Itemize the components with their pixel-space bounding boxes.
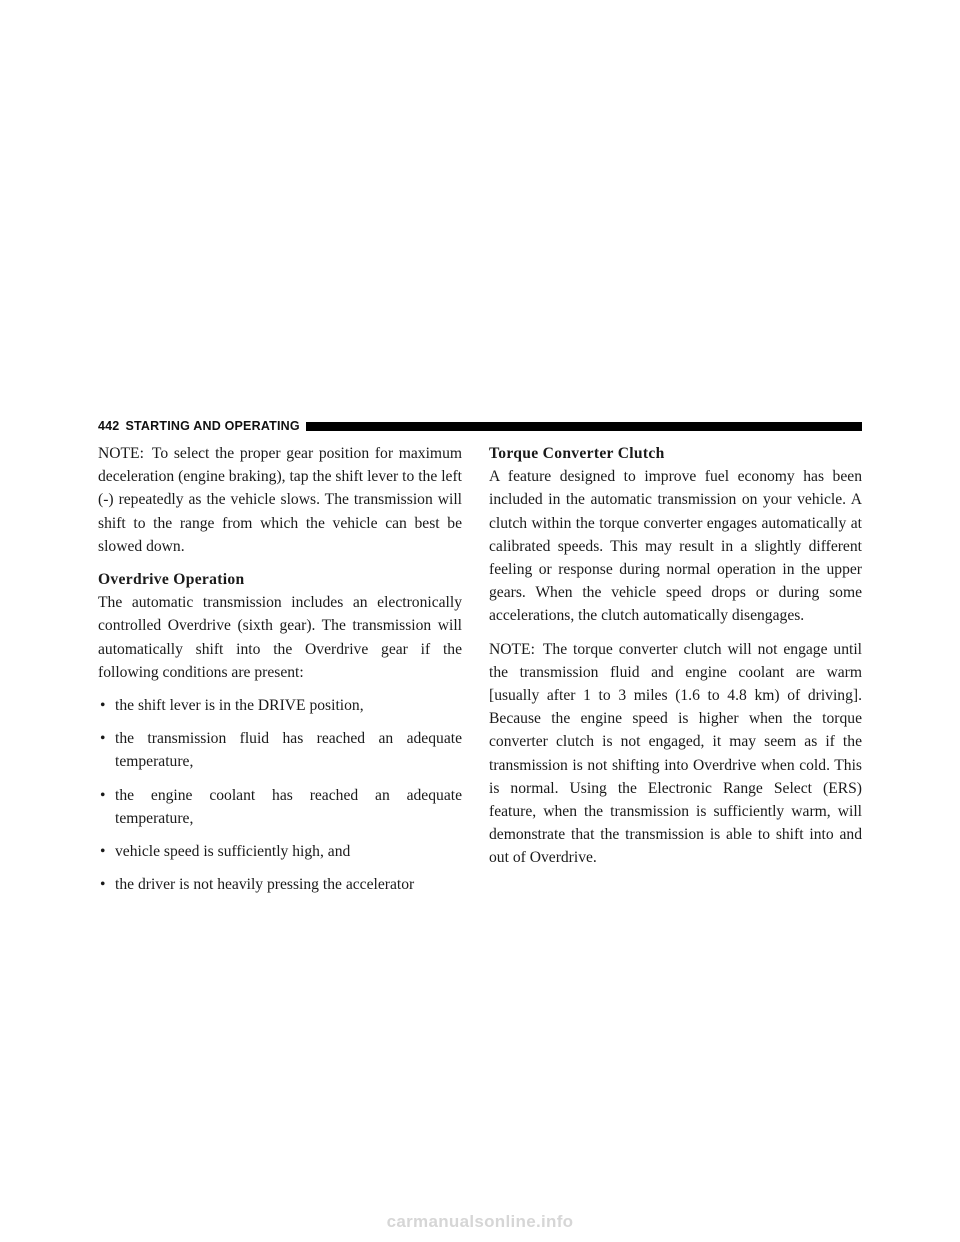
overdrive-paragraph: The automatic transmission includes an electronically controlled Overdrive (sixth gear). The transmission will automatically shift into the Overdrive gear if the following conditions are present: bbox=[98, 594, 462, 681]
right-column bbox=[489, 442, 862, 880]
note-text: To select the proper gear position for maximum deceleration (engine braking), tap the shift lever to the left (-) repeatedly as the vehicle slows. The transmission will shift to the range from which the vehicle can best be slowed down. bbox=[98, 445, 462, 555]
torque-converter-paragraph: A feature designed to improve fuel economy has been included in the automatic transmission on your vehicle. A clutch within the torque converter engages automatically at calibrated speeds. This may result in a slightly different feeling or response during normal operation in the upper gears. When the vehicle speed drops or during some accelerations, the clutch automatically disengages. bbox=[489, 468, 862, 625]
list-item: • the engine coolant has reached an adequate temperature, bbox=[98, 784, 462, 830]
left-column bbox=[98, 442, 462, 906]
note-label: NOTE: bbox=[98, 445, 144, 462]
bullet-icon: • bbox=[100, 697, 106, 715]
bullet-icon: • bbox=[100, 843, 106, 861]
bullet-icon: • bbox=[100, 730, 106, 748]
page-header bbox=[98, 419, 862, 433]
watermark: carmanualsonline.info bbox=[386, 1212, 574, 1231]
torque-converter-heading: Torque Converter Clutch bbox=[489, 445, 665, 462]
list-item: • the transmission fluid has reached an adequate temperature, bbox=[98, 727, 462, 773]
bullet-icon: • bbox=[100, 786, 106, 804]
note-label: NOTE: bbox=[489, 640, 535, 658]
list-item: • the shift lever is in the DRIVE position, bbox=[98, 694, 462, 717]
bullet-icon: • bbox=[100, 876, 106, 894]
note-text: The torque converter clutch will not engage until the transmission fluid and engine coolant are warm [usually after 1 to 3 miles (1.6 to 4.8 km) of driving]. Because the engine speed is higher when the torque converter clutch is not engaged, it may seem as if the transmission is not shifting into Overdrive when cold. This is normal. Using the Electronic Range Select (ERS) feature, when the transmission is sufficiently warm, will demonstrate that the transmission is able to shift into and out of Overdrive. bbox=[489, 640, 862, 867]
header-rule bbox=[306, 422, 862, 431]
overdrive-heading: Overdrive Operation bbox=[98, 571, 245, 589]
section-title: STARTING AND OPERATING bbox=[125, 419, 300, 433]
page-number: 442 bbox=[98, 419, 120, 433]
list-item: • vehicle speed is sufficiently high, and bbox=[98, 840, 462, 863]
list-item: • the driver is not heavily pressing the accelerator bbox=[98, 873, 462, 896]
note-torque-converter bbox=[489, 638, 862, 870]
note-deceleration bbox=[98, 442, 462, 558]
overdrive-conditions-list bbox=[98, 694, 462, 896]
